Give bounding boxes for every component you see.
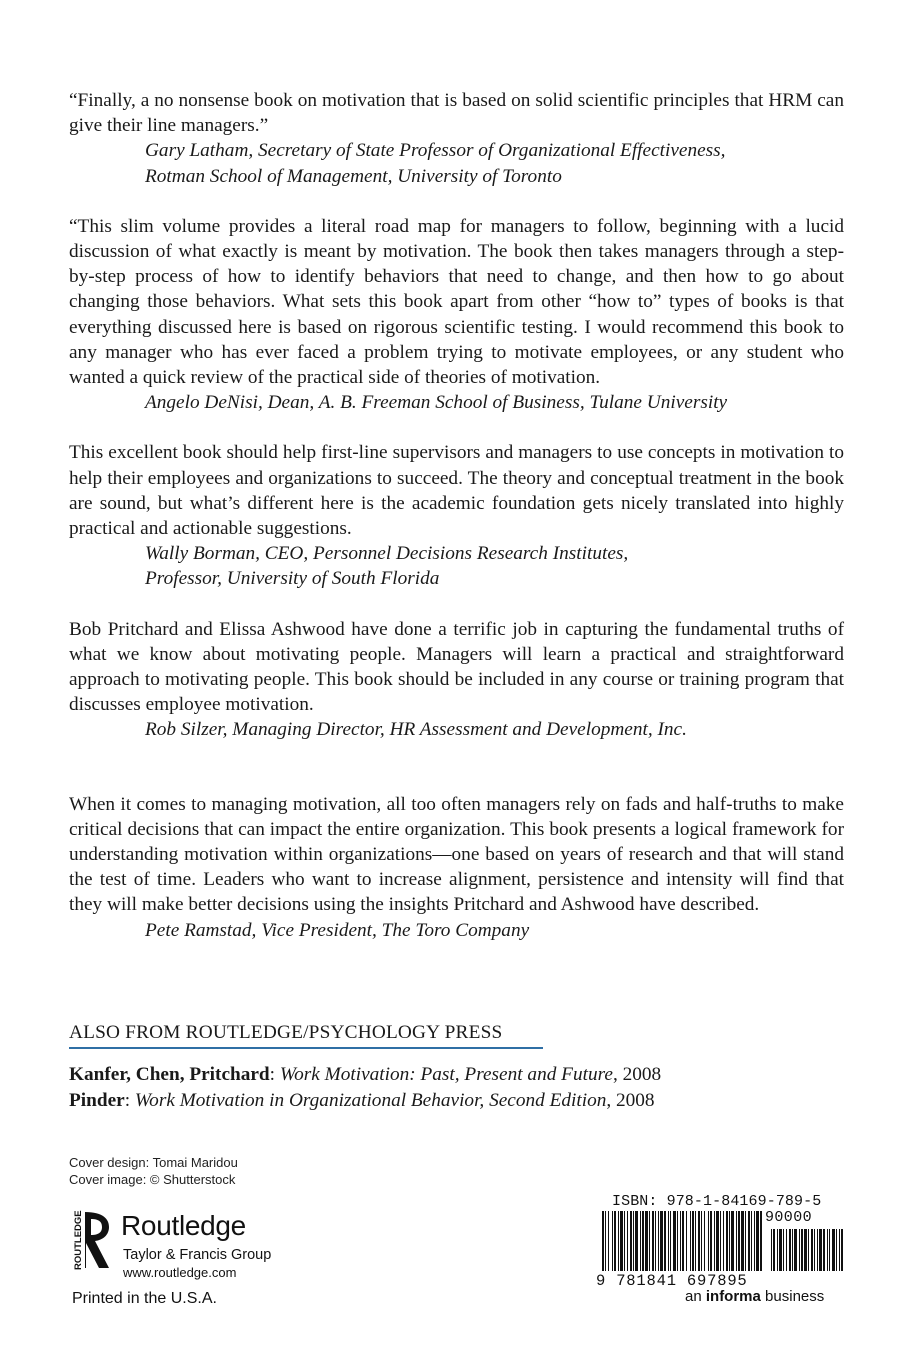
- book-author: Kanfer, Chen, Pritchard: [69, 1064, 270, 1085]
- cover-design-credit: Cover design: Tomai Maridou: [69, 1155, 238, 1170]
- book-entry: Kanfer, Chen, Pritchard: Work Motivation: Past, Present and Future, 2008: [69, 1064, 662, 1085]
- endorsement-attribution: Pete Ramstad, Vice President, The Toro Company: [145, 919, 530, 941]
- book-year: 2008: [616, 1089, 655, 1111]
- endorsement-text: “This slim volume provides a literal road map for managers to follow, beginning with a lucid discussion of what exactly is meant by motivation. The book then takes managers through a step-by-step process of how to identify behaviors that need to change, and then how to go about changing those behaviors. What sets this book apart from other “how to” types of books is that everything discussed here is based on rigorous scientific testing. I would recommend this book to any manager who has ever faced a problem trying to motivate employees, or any student who wanted a quick review of the practical side of theories of motivation.: [69, 215, 844, 389]
- also-from-heading: ALSO FROM ROUTLEDGE/PSYCHOLOGY PRESS: [69, 1021, 543, 1049]
- book-year: 2008: [622, 1064, 662, 1085]
- isbn-label: ISBN: 978-1-84169-789-5: [612, 1193, 822, 1210]
- informa-tagline: [685, 1288, 824, 1306]
- printed-in: Printed in the U.S.A.: [72, 1290, 217, 1307]
- endorsement-attribution: Professor, University of South Florida: [145, 568, 440, 590]
- routledge-mark-text: ROUTLEDGE: [73, 1210, 84, 1270]
- routledge-mark-icon: [69, 1210, 113, 1272]
- endorsement-ramstad: [69, 792, 844, 943]
- price-code: 90000: [765, 1209, 813, 1226]
- book-author: Pinder: [69, 1089, 125, 1111]
- endorsement-text: Bob Pritchard and Elissa Ashwood have done a terrific job in capturing the fundamental truths of what we know about motivating people. Managers will learn a practical and straightforward approach to motivating people. This book should be included in any course or training program that discusses employee motivation.: [69, 618, 844, 716]
- ean-digits: 9 781841 697895: [596, 1272, 748, 1290]
- informa-brand: informa: [705, 1288, 761, 1305]
- endorsement-attribution: Rob Silzer, Managing Director, HR Assessment and Development, Inc.: [145, 719, 687, 741]
- endorsements: [69, 88, 844, 968]
- publisher-url: www.routledge.com: [123, 1265, 237, 1280]
- informa-suffix: business: [765, 1288, 825, 1305]
- endorsement-attribution: Wally Borman, CEO, Personnel Decisions Research Institutes,: [145, 543, 629, 565]
- endorsement-attribution: Angelo DeNisi, Dean, A. B. Freeman School of Business, Tulane University: [145, 392, 728, 414]
- routledge-logo: [69, 1210, 299, 1280]
- book-entry: Pinder: Work Motivation in Organizational Behavior, Second Edition, 2008: [69, 1089, 655, 1111]
- endorsement-text: This excellent book should help first-line supervisors and managers to use concepts in motivation to help their employees and organizations to succeed. The theory and conceptual treatment in the book are sound, but what’s different here is the academic foundation gets nicely translated into highly practical and actionable suggestions.: [69, 442, 844, 540]
- also-from-section: [69, 1021, 845, 1113]
- endorsement-latham: [69, 88, 844, 189]
- endorsement-denisi: [69, 214, 844, 416]
- endorsement-attribution: Gary Latham, Secretary of State Professor of Organizational Effectiveness,: [145, 140, 726, 162]
- endorsement-attribution: Rotman School of Management, University of Toronto: [145, 165, 562, 187]
- endorsement-borman: [69, 440, 844, 591]
- cover-credits: [69, 1155, 238, 1188]
- cover-image-credit: Cover image: © Shutterstock: [69, 1171, 236, 1187]
- endorsement-silzer: [69, 617, 844, 743]
- endorsement-text: When it comes to managing motivation, all too often managers rely on fads and half-truths to make critical decisions that can impact the entire organization. This book presents a logical framework for understanding motivation within organizations—one based on years of research and that will stand the test of time. Leaders who want to increase alignment, persistence and intensity will find that they will make better decisions using the insights Pritchard and Ashwood have described.: [69, 793, 844, 916]
- book-title: Work Motivation in Organizational Behavior, Second Edition: [134, 1089, 607, 1111]
- book-list: [69, 1062, 845, 1113]
- publisher-group: Taylor & Francis Group: [123, 1247, 272, 1263]
- endorsement-text: “Finally, a no nonsense book on motivation that is based on solid scientific principles that HRM can give their line managers.”: [69, 90, 844, 137]
- publisher-name: Routledge: [121, 1210, 246, 1241]
- book-title: Work Motivation: Past, Present and Future: [279, 1064, 613, 1085]
- informa-prefix: an: [685, 1288, 702, 1305]
